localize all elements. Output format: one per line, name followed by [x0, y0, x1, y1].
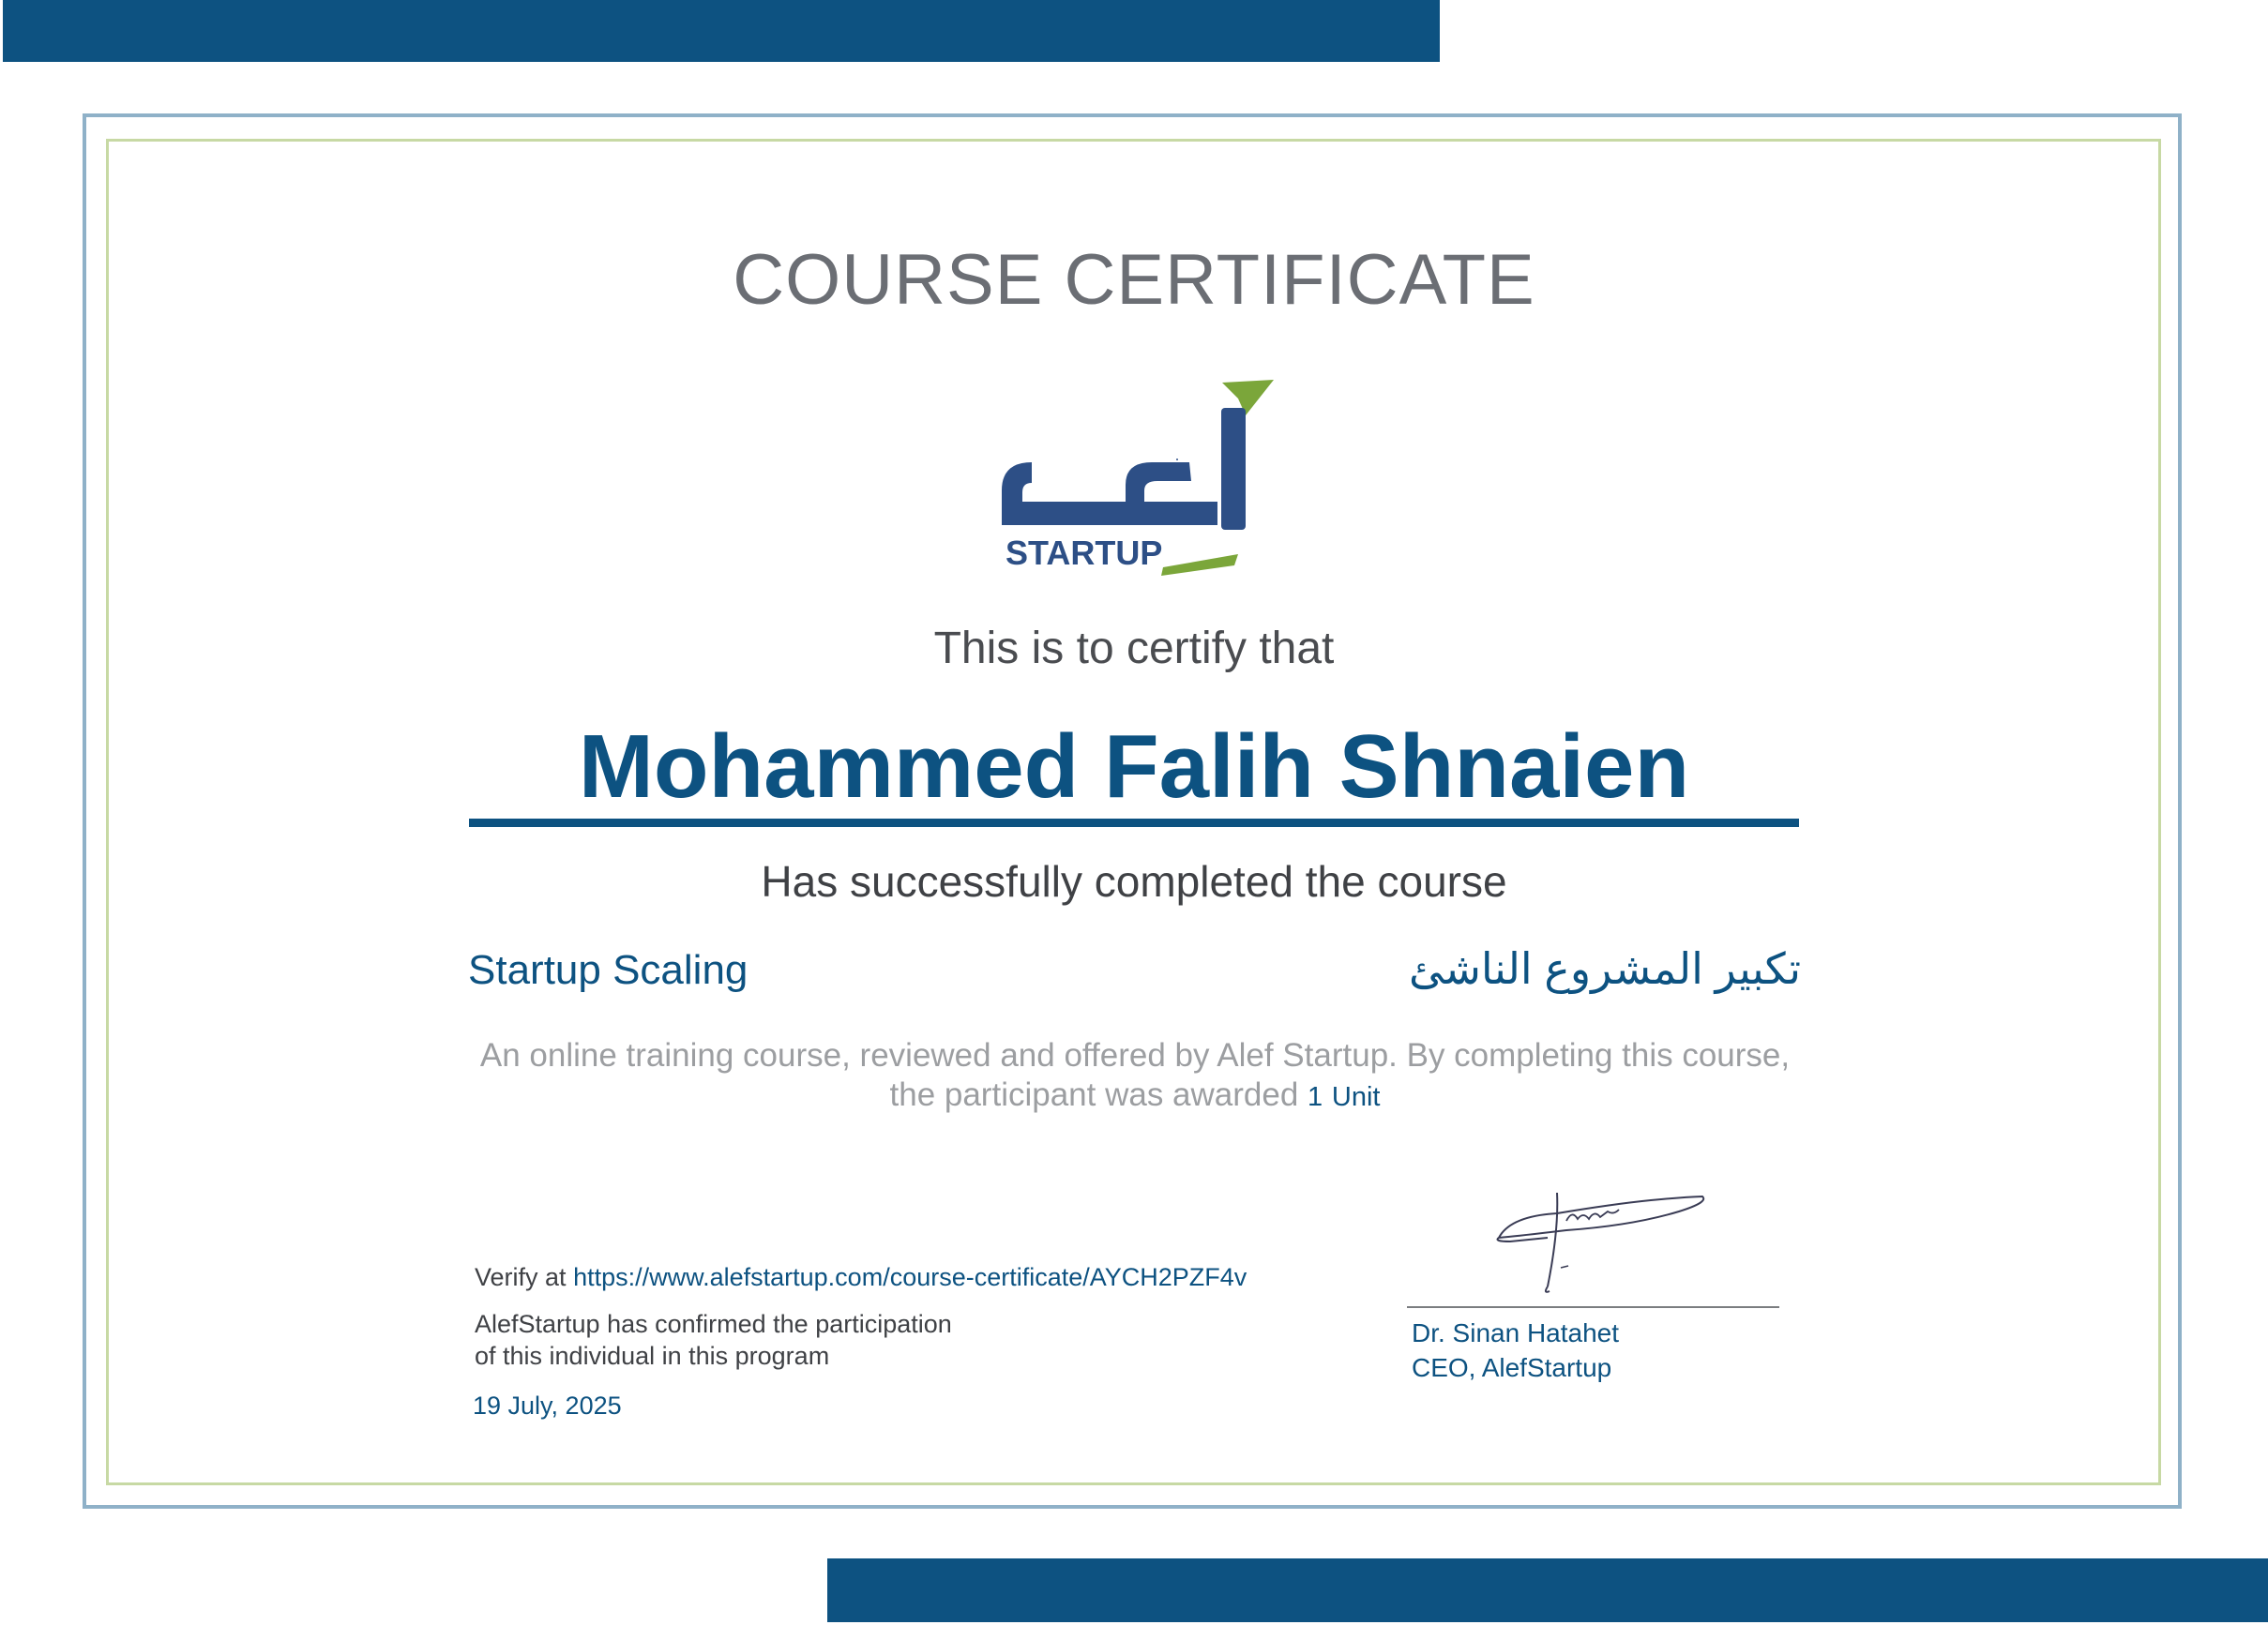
description-line-1: An online training course, reviewed and offered by Alef Startup. By completing this course,: [479, 1037, 1791, 1074]
verify-url-link[interactable]: https://www.alefstartup.com/course-certificate/AYCH2PZF4v: [573, 1263, 1247, 1291]
course-name-arabic: تكبير المشروع الناشئ: [1409, 944, 1801, 993]
alef-startup-logo: [994, 380, 1276, 581]
signature-image: [1491, 1183, 1707, 1301]
course-name-english: Startup Scaling: [468, 947, 748, 993]
bottom-decorative-bar: [827, 1558, 2268, 1622]
name-underline: [469, 819, 1799, 827]
recipient-name: Mohammed Falih Shnaien: [578, 716, 1690, 817]
signature-line: [1407, 1306, 1779, 1308]
awarded-text: the participant was awarded: [889, 1076, 1299, 1113]
verify-line: [475, 1263, 1247, 1292]
confirmation-line-1: AlefStartup has confirmed the participation: [475, 1310, 952, 1338]
signer-title: CEO, AlefStartup: [1412, 1353, 1612, 1382]
confirmation-line-2: of this individual in this program: [475, 1342, 830, 1370]
top-decorative-bar: [3, 0, 1440, 62]
certify-text: This is to certify that: [933, 624, 1335, 673]
signer-name: Dr. Sinan Hatahet: [1412, 1318, 1620, 1347]
certificate-title: COURSE CERTIFICATE: [733, 240, 1535, 320]
verify-label: Verify at: [475, 1263, 567, 1291]
units-value: 1: [1308, 1082, 1323, 1112]
description-line-2: [450, 1076, 1820, 1114]
issue-date: 19 July, 2025: [473, 1392, 622, 1420]
svg-text:STARTUP: STARTUP: [1005, 534, 1163, 572]
completed-text: Has successfully completed the course: [761, 857, 1507, 906]
units-label: Unit: [1331, 1082, 1381, 1112]
